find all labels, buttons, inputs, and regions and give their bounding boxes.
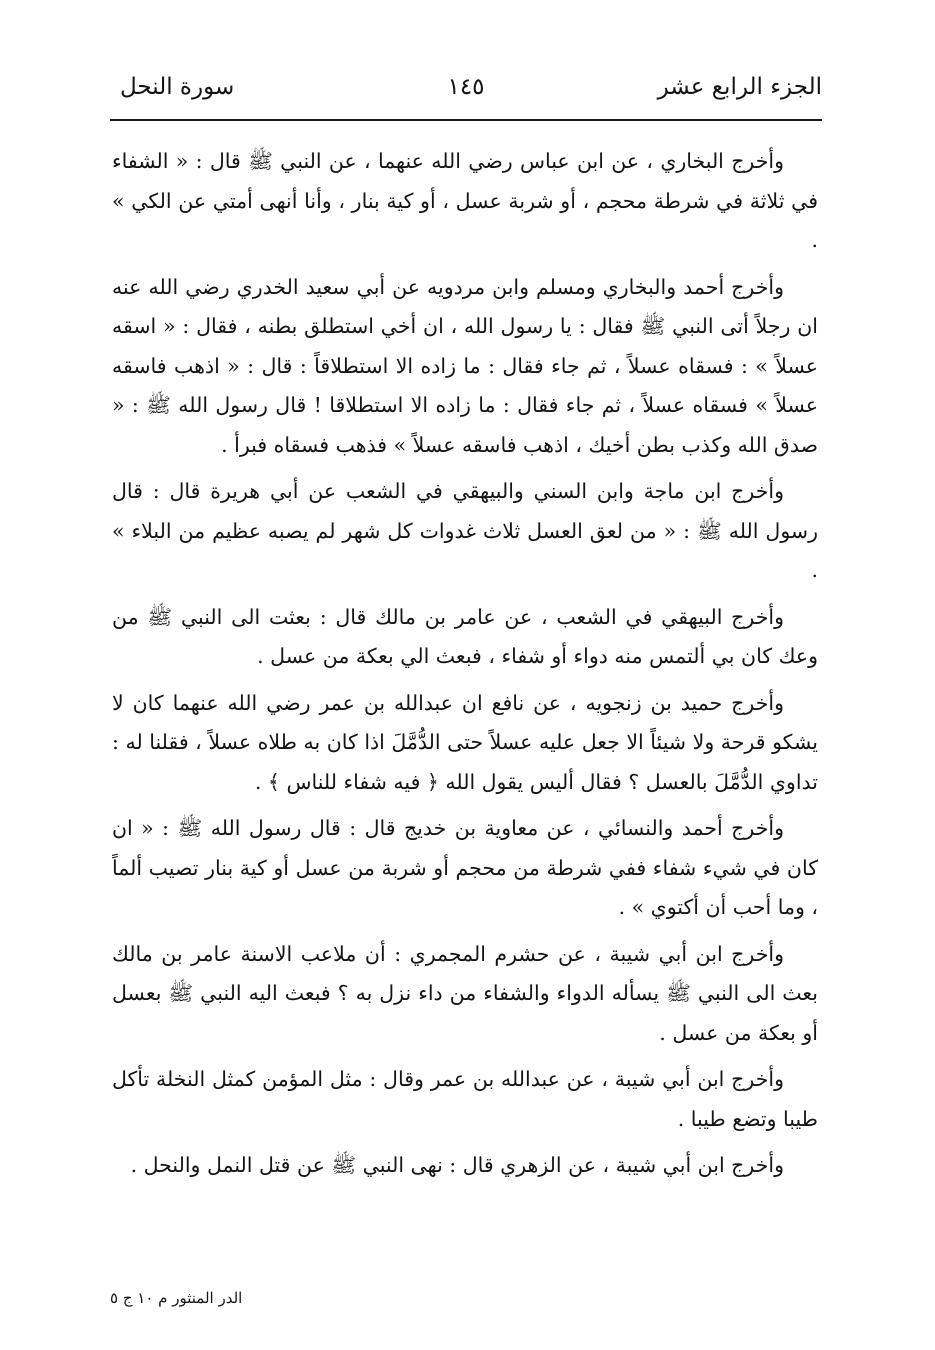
running-head-surah: سورة النحل bbox=[120, 74, 235, 100]
running-head-part: الجزء الرابع عشر bbox=[657, 74, 822, 100]
paragraph-nafi-ibn-umar: وأخرج حميد بن زنجويه ، عن نافع ان عبدالله بن عمر رضي الله عنهما كان لا يشكو قرحة ولا شيئاً الا جعل عليه عسلاً حتى الدُّمَّلَ اذا كان به طلاه عسلاً ، فقلنا له : تداوي الدُّمَّلَ بالعسل ؟ فقال أليس يقول الله ﴿ فيه شفاء للناس ﴾ . bbox=[112, 690, 818, 794]
paragraph-abu-said-khudri: وأخرج أحمد والبخاري ومسلم وابن مردويه عن أبي سعيد الخدري رضي الله عنه ان رجلاً أتى النبي ﷺ فقال : يا رسول الله ، ان أخي استطلق بطنه ، فقال : « اسقه عسلاً » : فسقاه عسلاً ، ثم جاء فقال : ما زاده الا استطلاقاً : قال : « اذهب فاسقه عسلاً » فسقاه عسلاً ، ثم جاء فقال : ما زاده الا استطلاقا ! قال رسول الله ﷺ : « صدق الله وكذب بطن أخيك ، اذهب فاسقه عسلاً » فذهب فسقاه فبرأ . bbox=[112, 274, 818, 457]
paragraph-amir-ibn-malik: وأخرج البيهقي في الشعب ، عن عامر بن مالك قال : بعثت الى النبي ﷺ من وعك كان بي ألتمس منه دواء أو شفاء ، فبعث الي بعكة من عسل . bbox=[112, 604, 818, 668]
paragraph-muawiya-ibn-khudayj: وأخرج أحمد والنسائي ، عن معاوية بن خديج قال : قال رسول الله ﷺ : « ان كان في شيء شفاء ففي شرطة من محجم أو شربة من عسل أو كية بنار تصيب ألماً ، وما أحب أن أكتوي » . bbox=[112, 816, 818, 919]
page-footer-signature: الدر المنثور م ١٠ ج ٥ bbox=[110, 1289, 243, 1307]
paragraph-bukhari-ibn-abbas: وأخرج البخاري ، عن ابن عباس رضي الله عنهما ، عن النبي ﷺ قال : « الشفاء في ثلاثة في شرطة محجم ، أو شربة عسل ، أو كية بنار ، وأنا أنهى أمتي عن الكي » . bbox=[112, 149, 818, 252]
paragraph-al-zuhri: وأخرج ابن أبي شيبة ، عن الزهري قال : نهى النبي ﷺ عن قتل النمل والنحل . bbox=[130, 1153, 784, 1177]
page-number: ١٤٥ bbox=[447, 74, 485, 100]
page-header bbox=[110, 66, 822, 110]
paragraph-abu-hurayra: وأخرج ابن ماجة وابن السني والبيهقي في الشعب عن أبي هريرة قال : قال رسول الله ﷺ : « من لعق العسل ثلاث غدوات كل شهر لم يصبه عظيم من البلاء » . bbox=[112, 479, 818, 582]
paragraph-hashram-al-mujmari: وأخرج ابن أبي شيبة ، عن حشرم المجمري : أن ملاعب الاسنة عامر بن مالك بعث الى النبي ﷺ يسأله الدواء والشفاء من داء نزل به ؟ فبعث اليه النبي ﷺ بعسل أو بعكة من عسل . bbox=[112, 941, 818, 1045]
paragraph-abdullah-ibn-umar: وأخرج ابن أبي شيبة ، عن عبدالله بن عمر وقال : مثل المؤمن كمثل النخلة تأكل طيبا وتضع طيبا . bbox=[112, 1067, 818, 1131]
main-text bbox=[112, 142, 818, 1193]
header-rule bbox=[110, 119, 822, 121]
